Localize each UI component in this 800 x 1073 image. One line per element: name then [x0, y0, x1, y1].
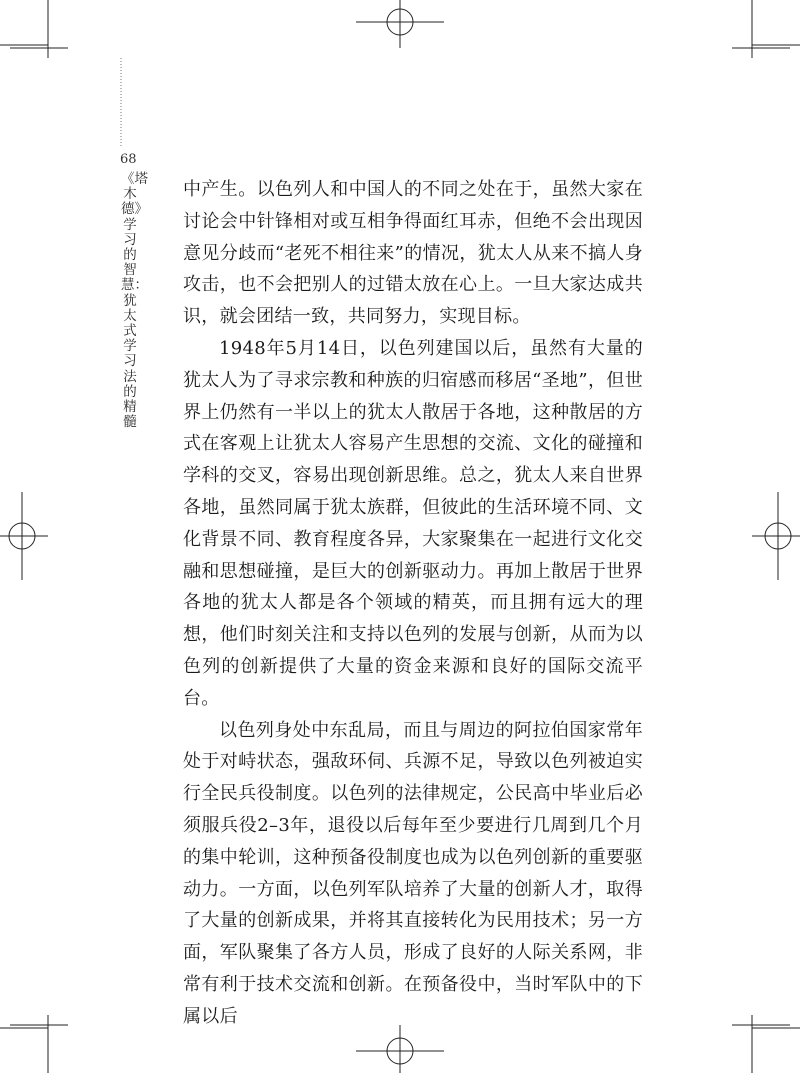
- paragraph: 1948年5月14日，以色列建国以后，虽然有大量的犹太人为了寻求宗教和种族的归宿感而移居“圣地”，但世界上仍然有一半以上的犹太人散居于各地，这种散居的方式在客观上让犹太人容易产生思想的交流、文化的碰撞和学科的交叉，容易出现创新思维。总之，犹太人来自世界各地，虽然同属于犹太族群，但彼此的生活环境不同、文化背景不同、教育程度各异，大家聚集在一起进行文化交融和思想碰撞，是巨大的创新驱动力。再加上散居于世界各地的犹太人都是各个领域的精英，而且拥有远大的理想，他们时刻关注和支持以色列的发展与创新，从而为以色列的创新提供了大量的资金来源和良好的国际交流平台。: [183, 337, 643, 709]
- page-number: 68: [120, 152, 137, 167]
- registration-mark-left: [0, 492, 48, 580]
- running-head: 《塔木德》学习的智慧：犹太式学习法的精髓: [121, 171, 148, 431]
- registration-mark-top: [356, 0, 444, 48]
- paragraph: 以色列身处中东乱局，而且与周边的阿拉伯国家常年处于对峙状态，强敌环伺、兵源不足，导致以色列被迫实行全民兵役制度。以色列的法律规定，公民高中毕业后必须服兵役2–3年，退役以后每年至少要进行几周到几个月的集中轮训，这种预备役制度也成为以色列创新的重要驱动力。一方面，以色列军队培养了大量的创新人才，取得了大量的创新成果，并将其直接转化为民用技术；另一方面，军队聚集了各方人员，形成了良好的人际关系网，非常有利于技术交流和创新。在预备役中，当时军队中的下属以后: [183, 719, 643, 1027]
- registration-mark-right: [752, 492, 800, 580]
- paragraph: 中产生。以色列人和中国人的不同之处在于，虽然大家在讨论会中针锋相对或互相争得面红耳赤，但绝不会出现因意见分歧而“老死不相往来”的情况，犹太人从来不搞人身攻击，也不会把别人的过错太放在心上。一旦大家达成共识，就会团结一致，共同努力，实现目标。: [183, 179, 643, 328]
- body-text: [183, 174, 643, 1033]
